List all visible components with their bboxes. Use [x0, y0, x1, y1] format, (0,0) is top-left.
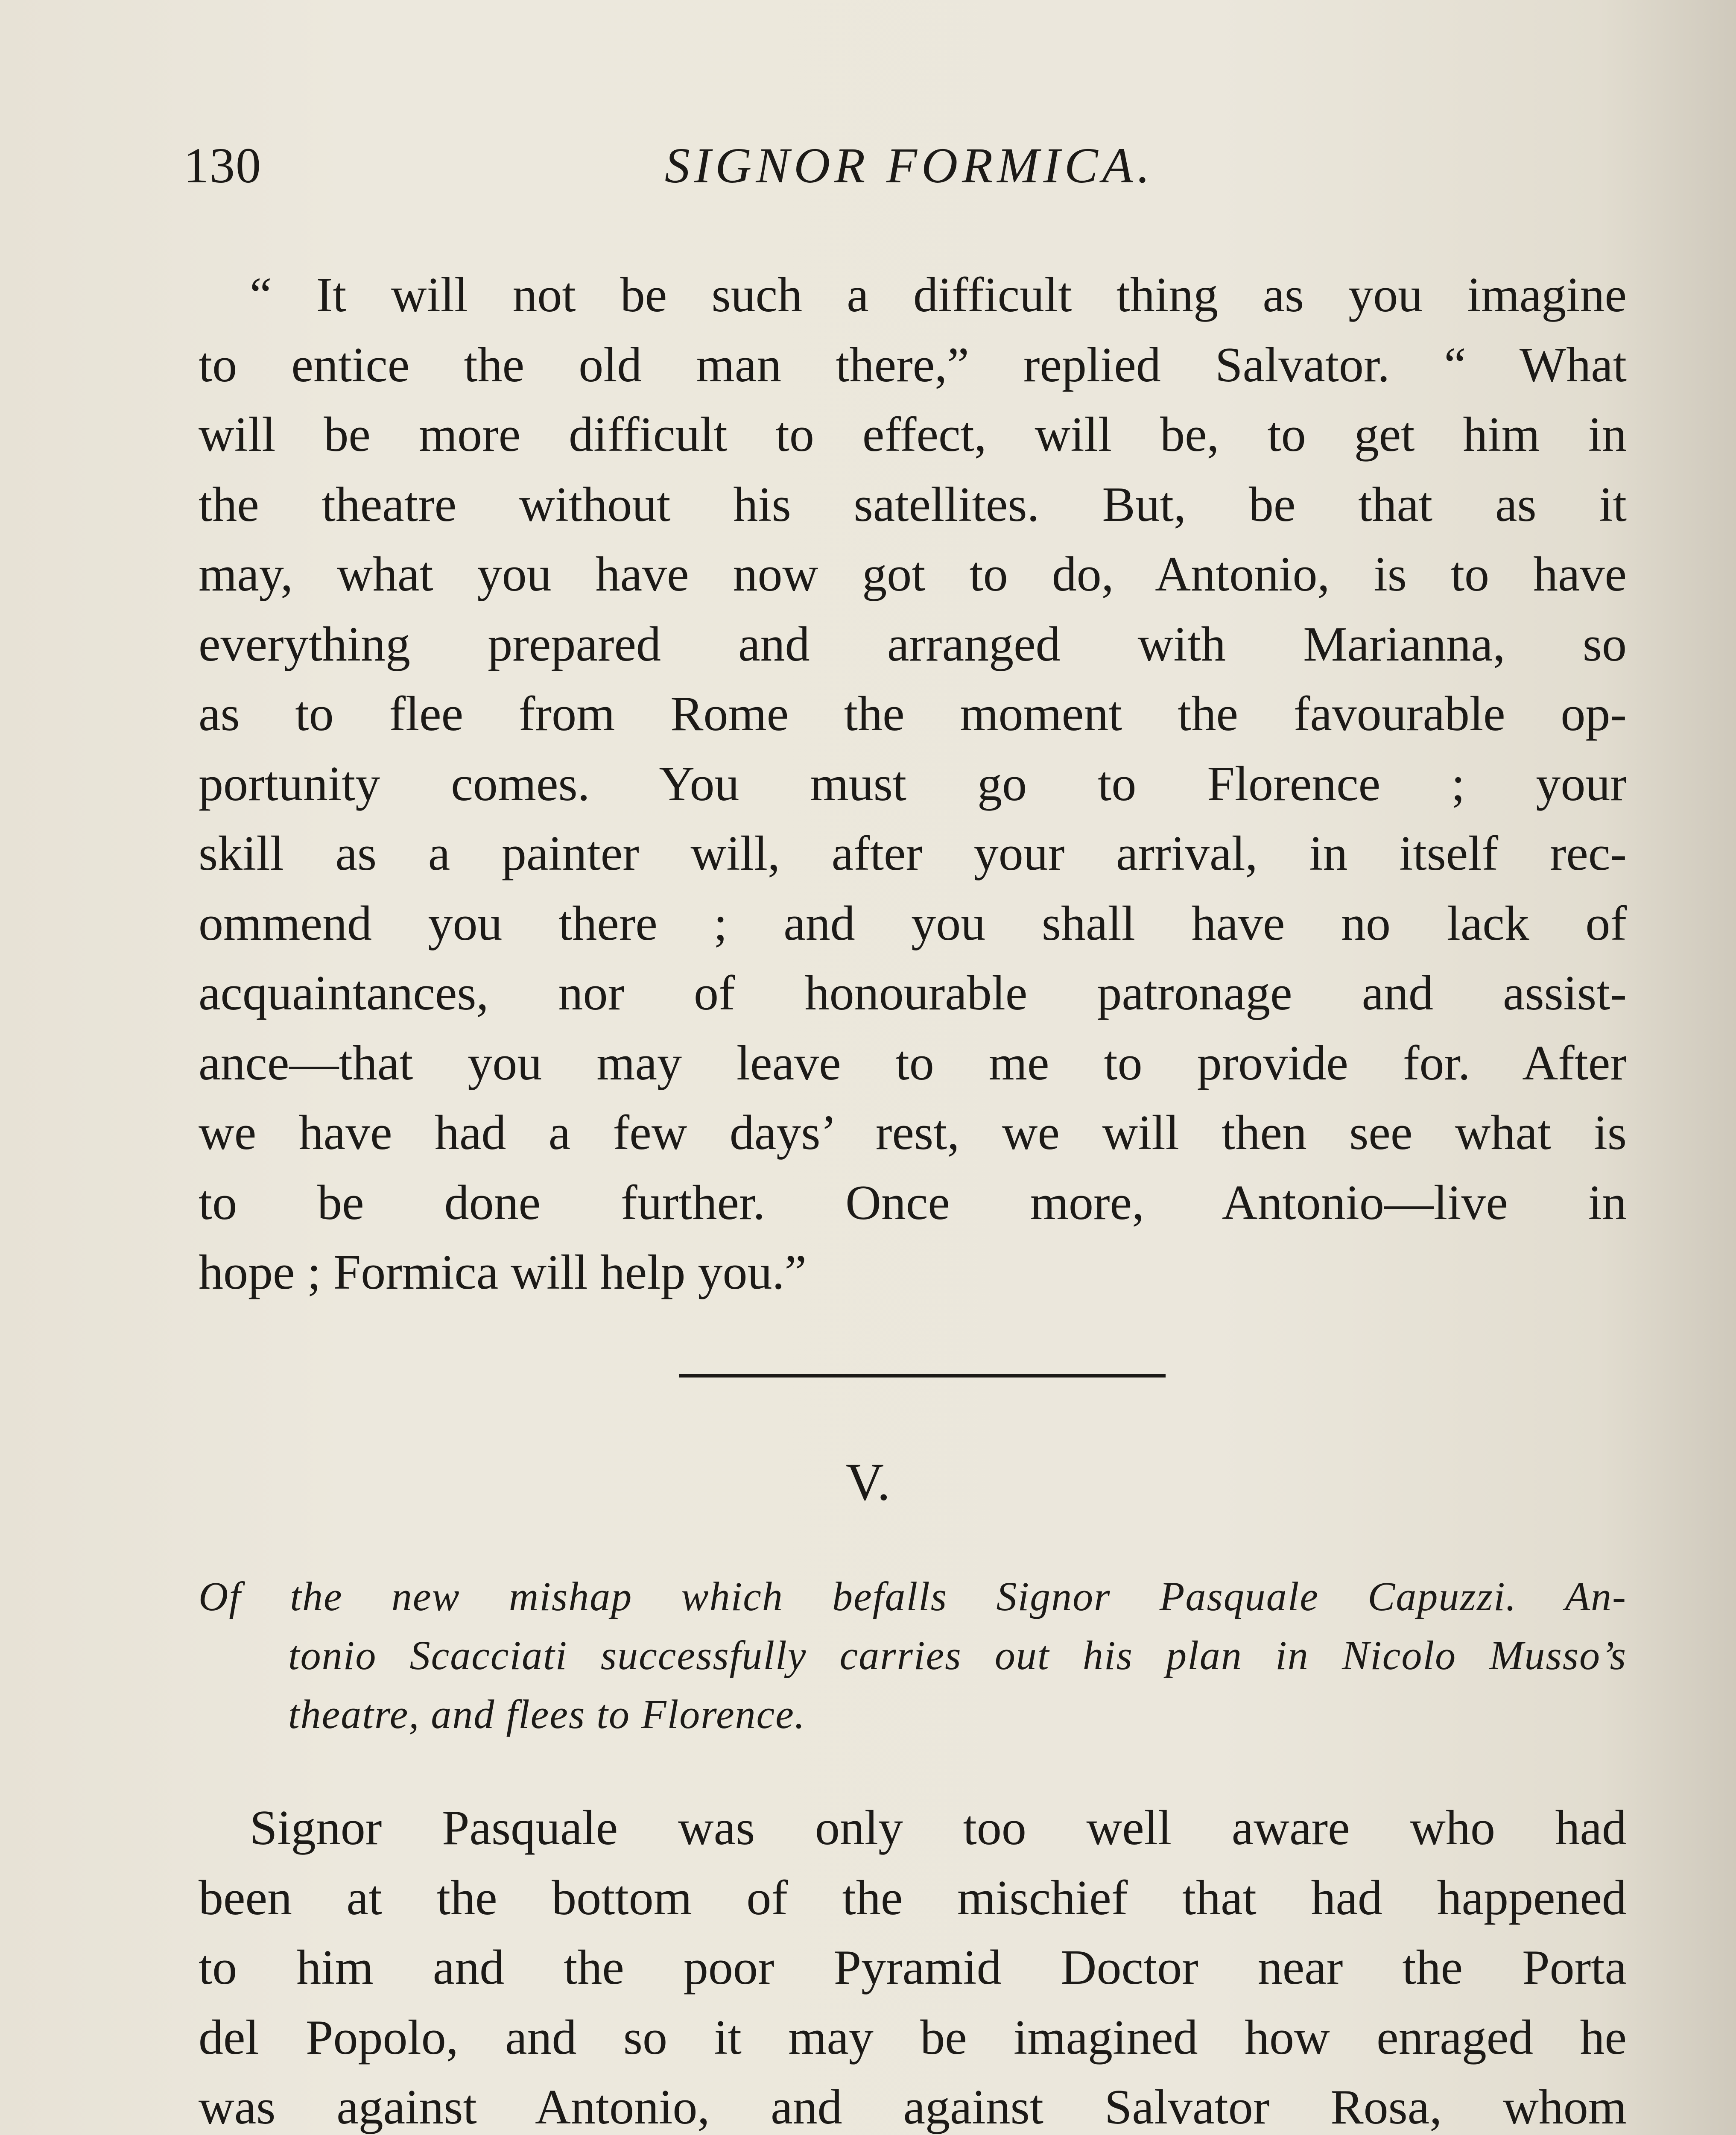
paragraph-dialogue [199, 260, 1627, 1308]
text-line: acquaintances, nor of honourable patronage and assist- [199, 966, 1627, 1021]
text-line: skill as a painter will, after your arrival, in itself rec- [199, 826, 1627, 881]
text-line: del Popolo, and so it may be imagined how enraged he [199, 2010, 1627, 2065]
text-line: ommend you there ; and you shall have no lack of [199, 896, 1627, 951]
text-line: the theatre without his satellites. But, be that as it [199, 477, 1627, 532]
chapter-number: V. [845, 1453, 891, 1511]
text-line: to entice the old man there,” replied Salvator. “ What [199, 337, 1627, 392]
text-line: been at the bottom of the mischief that had happened [199, 1870, 1627, 1925]
text-line: portunity comes. You must go to Florence ; your [199, 756, 1627, 811]
summary-line: theatre, and flees to Florence. [288, 1691, 806, 1737]
text-line: hope ; Formica will help you.” [199, 1245, 807, 1300]
summary-line: tonio Scacciati successfully carries out his plan in Nicolo Musso’s [288, 1632, 1627, 1678]
text-line: to him and the poor Pyramid Doctor near the Porta [199, 1940, 1627, 1995]
paragraph-narrative [199, 1793, 1627, 2135]
text-line: may, what you have now got to do, Antonio, is to have [199, 547, 1627, 602]
text-line: ance—that you may leave to me to provide for. After [199, 1035, 1627, 1091]
text-line: Signor Pasquale was only too well aware who had [250, 1801, 1627, 1855]
text-line: everything prepared and arranged with Marianna, so [199, 617, 1627, 672]
running-title: SIGNOR FORMICA. [664, 137, 1154, 193]
summary-line: Of the new mishap which befalls Signor Pasquale Capuzzi. An- [199, 1573, 1627, 1619]
text-line: to be done further. Once more, Antonio—live in [199, 1175, 1627, 1230]
text-line: was against Antonio, and against Salvator Rosa, whom [199, 2080, 1627, 2135]
running-head [184, 137, 1635, 222]
chapter-summary [199, 1567, 1627, 1744]
text-line: will be more difficult to effect, will be, to get him in [199, 407, 1627, 462]
section-divider-rule [679, 1374, 1166, 1378]
text-line: we have had a few days’ rest, we will then see what is [199, 1106, 1627, 1160]
text-line: “ It will not be such a difficult thing as you imagine [250, 268, 1627, 322]
page-number: 130 [184, 137, 262, 193]
text-line: as to flee from Rome the moment the favourable op- [199, 687, 1627, 741]
